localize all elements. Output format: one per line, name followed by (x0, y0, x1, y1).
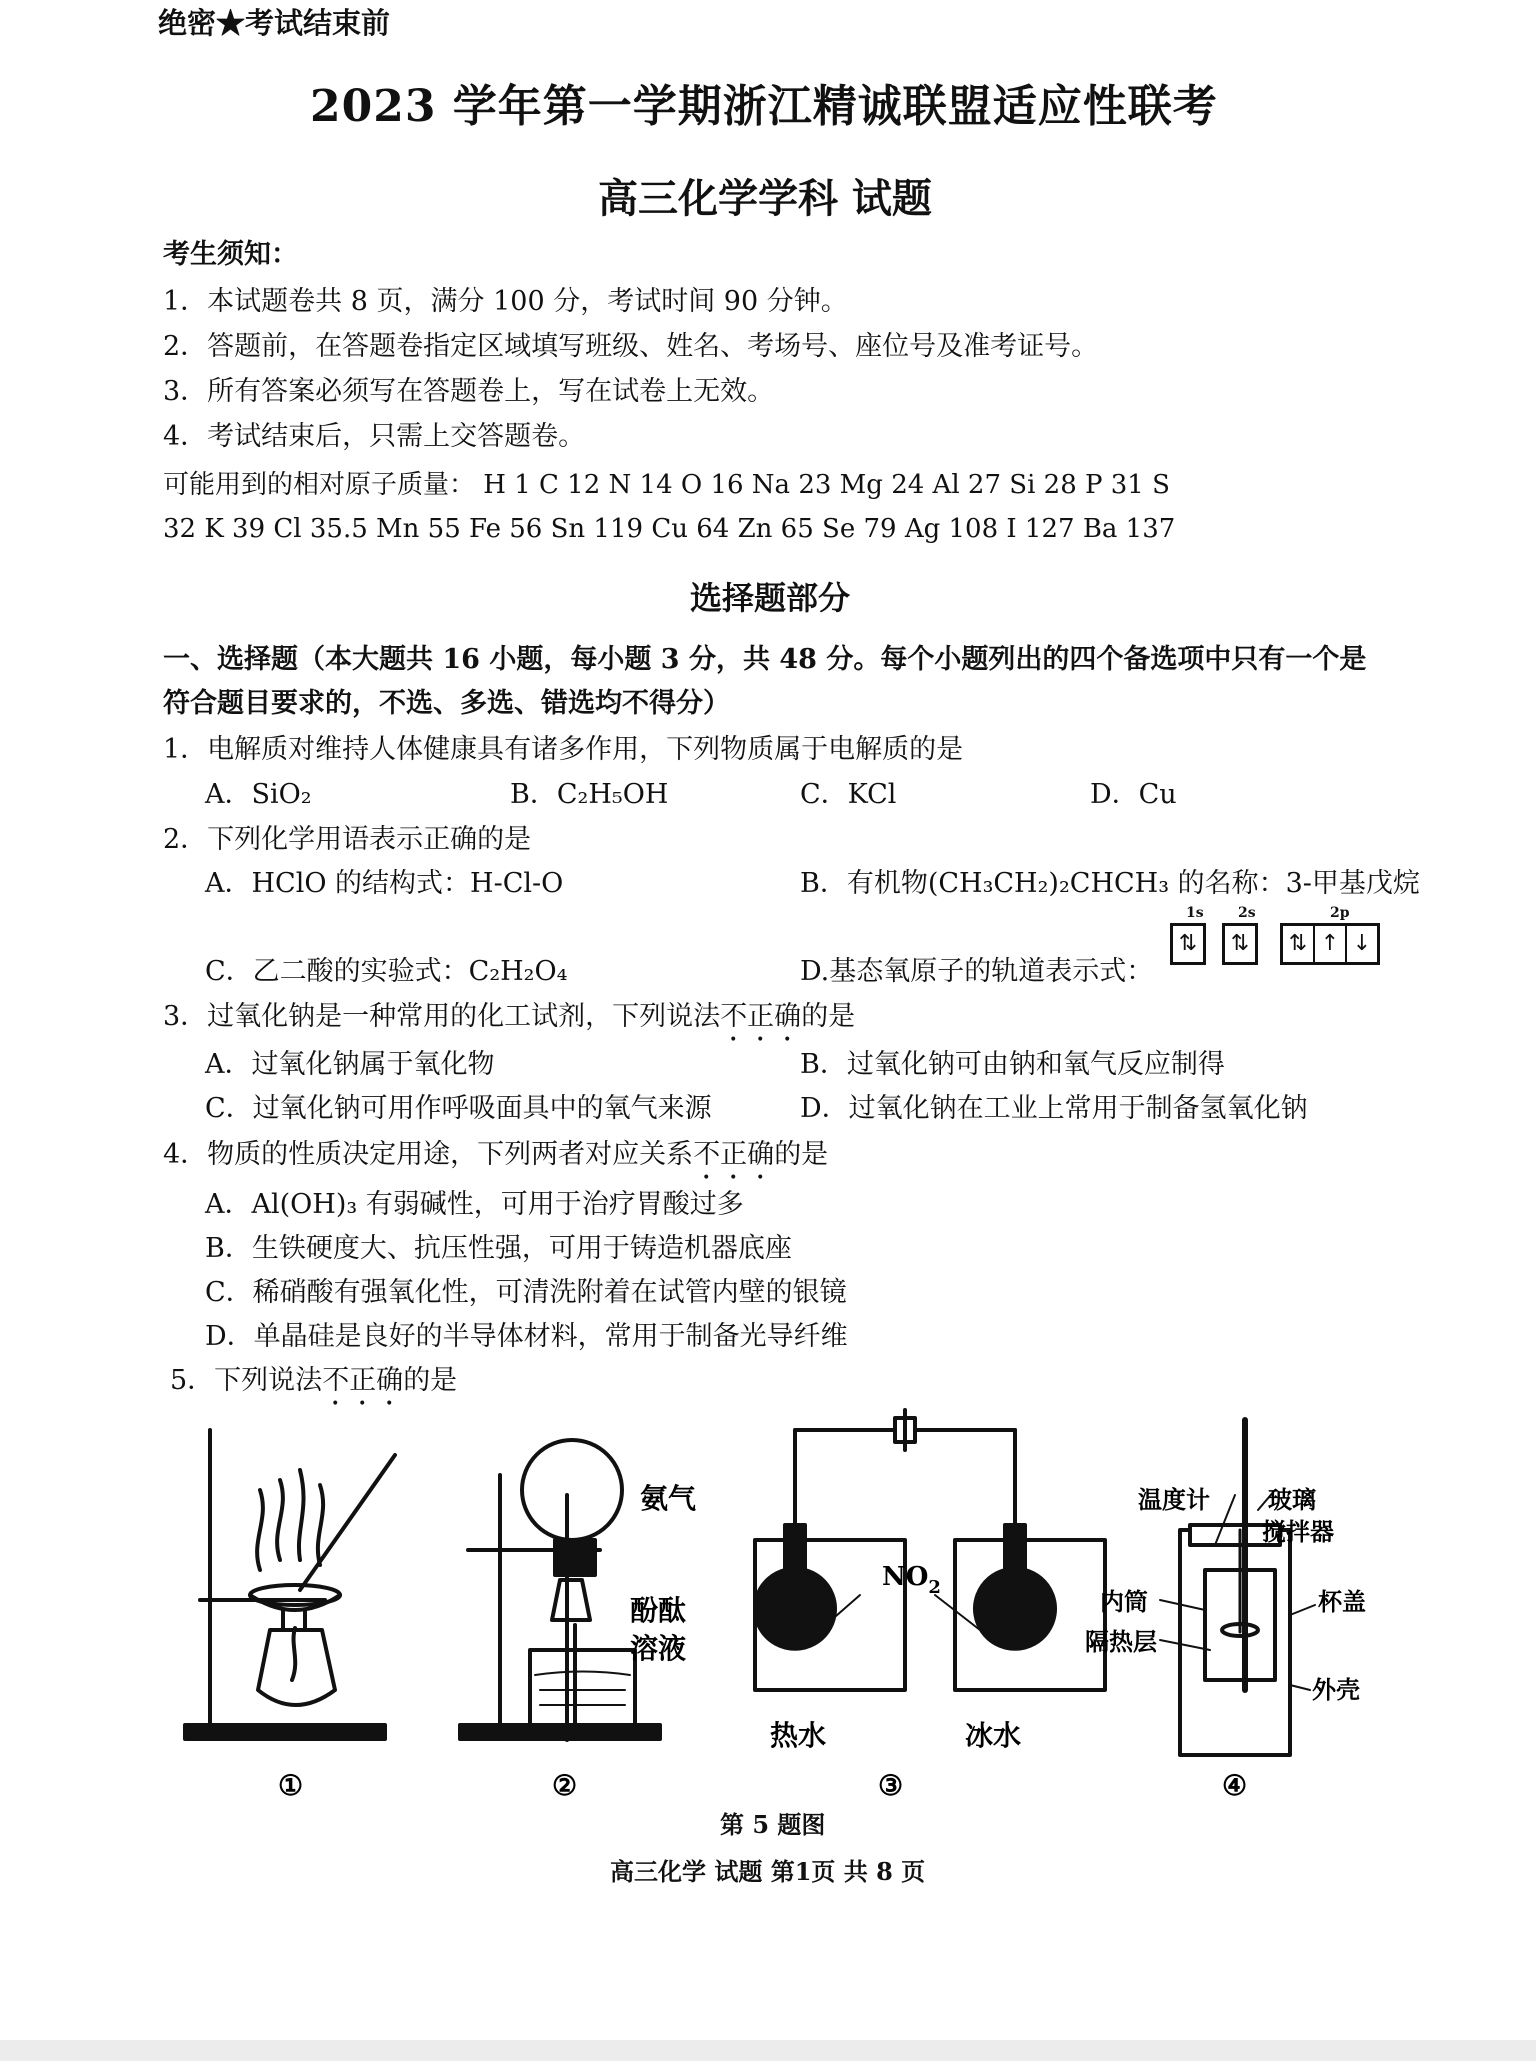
apparatus-fountain (460, 1440, 660, 1740)
label-glass: 玻璃 (1268, 1485, 1316, 1514)
question-stem (163, 1138, 828, 1186)
stem-text: 的是 (801, 1001, 856, 1032)
scan-edge (0, 2040, 1536, 2061)
orbital-label: 1s (1186, 905, 1204, 921)
figure-number: ④ (1222, 1769, 1248, 1800)
part-intro: 一、选择题（本大题共 16 小题，每小题 3 分，共 48 分。每个小题列出的四个备选项中只有一个是 (163, 644, 1367, 675)
question-stem (163, 1000, 855, 1048)
atomic-mass-line: 可能用到的相对原子质量： H 1 C 12 N 14 O 16 Na 23 Mg 24 Al 27 Si 28 P 31 S (163, 470, 1170, 500)
label-stirrer: 搅拌器 (1262, 1517, 1334, 1546)
label-lid: 杯盖 (1318, 1587, 1366, 1616)
option-a: A．过氧化钠属于氧化物 (205, 1049, 495, 1080)
label-solution: 溶液 (630, 1632, 687, 1665)
confidential-mark: 绝密★考试结束前 (158, 6, 391, 40)
notice-heading: 考生须知： (163, 239, 298, 270)
label-no2-subscript: 2 (928, 1577, 941, 1598)
question-stem: 2．下列化学用语表示正确的是 (163, 824, 532, 855)
option-b: B．有机物(CH₃CH₂)₂CHCH₃ 的名称：3-甲基戊烷 (800, 868, 1420, 899)
option-c: C．KCl (800, 779, 897, 810)
label-ice-water: 冰水 (965, 1719, 1022, 1752)
option-b: B．C₂H₅OH (510, 779, 669, 810)
label-shell: 外壳 (1312, 1675, 1360, 1704)
option-c: C．过氧化钠可用作呼吸面具中的氧气来源 (205, 1093, 712, 1124)
option-c: C．稀硝酸有强氧化性，可清洗附着在试管内壁的银镜 (205, 1277, 847, 1308)
atomic-mass-line: 32 K 39 Cl 35.5 Mn 55 Fe 56 Sn 119 Cu 64 Zn 65 Se 79 Ag 108 I 127 Ba 137 (163, 514, 1176, 544)
label-inner: 内筒 (1100, 1587, 1148, 1616)
stem-text: 的是 (403, 1365, 458, 1396)
notice-item: 3．所有答案必须写在答题卷上，写在试卷上无效。 (163, 376, 775, 407)
stem-emphasis: 不正确 (693, 1139, 775, 1170)
orbital-cell: ⇅ (1283, 926, 1315, 962)
orbital-cell: ↓ (1352, 931, 1372, 956)
figure-caption: 第 5 题图 (720, 1810, 826, 1839)
label-no2 (882, 1562, 941, 1598)
orbital-cell: ⇅ (1230, 931, 1250, 956)
apparatus-no2 (755, 1410, 1105, 1690)
option-d: D．过氧化钠在工业上常用于制备氢氧化钠 (800, 1093, 1308, 1124)
label-thermometer: 温度计 (1138, 1485, 1210, 1514)
stem-text: 3．过氧化钠是一种常用的化工试剂，下列说法 (163, 1001, 721, 1032)
orbital-cell: ↑ (1315, 926, 1347, 962)
figure-number: ② (552, 1769, 578, 1800)
notice-item: 2．答题前，在答题卷指定区域填写班级、姓名、考场号、座位号及准考证号。 (163, 331, 1099, 362)
option-d: D.基态氧原子的轨道表示式： (800, 956, 1154, 987)
label-hot-water: 热水 (770, 1719, 827, 1752)
option-b: B．过氧化钠可由钠和氧气反应制得 (800, 1049, 1225, 1080)
option-a: A．SiO₂ (205, 779, 312, 810)
part-intro: 符合题目要求的，不选、多选、错选均不得分） (163, 688, 730, 719)
notice-item: 1．本试题卷共 8 页，满分 100 分，考试时间 90 分钟。 (163, 286, 848, 317)
orbital-label: 2s (1238, 905, 1256, 921)
stem-emphasis: 不正确 (322, 1365, 404, 1396)
orbital-cell: ⇅ (1178, 931, 1198, 956)
apparatus-calorimeter (1160, 1420, 1315, 1755)
option-a: A．Al(OH)₃ 有弱碱性，可用于治疗胃酸过多 (205, 1189, 744, 1220)
option-b: B．生铁硬度大、抗压性强，可用于铸造机器底座 (205, 1233, 792, 1264)
figure-number: ① (278, 1769, 304, 1800)
question-stem: 1．电解质对维持人体健康具有诸多作用，下列物质属于电解质的是 (163, 734, 964, 765)
stem-text: 5．下列说法 (170, 1365, 323, 1396)
option-d: D．单晶硅是良好的半导体材料，常用于制备光导纤维 (205, 1321, 848, 1352)
label-phenolphthalein: 酚酞 (630, 1594, 687, 1627)
exam-title: 2023 学年第一学期浙江精诚联盟适应性联考 (310, 81, 1218, 132)
orbital-label: 2p (1330, 905, 1350, 921)
label-no2-main: NO (882, 1562, 929, 1592)
option-a: A．HClO 的结构式：H-Cl-O (205, 868, 564, 899)
orbital-box-2p (1280, 923, 1380, 965)
orbital-box-1s (1170, 923, 1206, 965)
orbital-diagram (1170, 905, 1410, 965)
apparatus-evaporation (185, 1430, 395, 1739)
option-d: D．Cu (1090, 779, 1177, 810)
notice-item: 4．考试结束后，只需上交答题卷。 (163, 421, 586, 452)
figure-number: ③ (878, 1769, 904, 1800)
stem-emphasis: 不正确 (720, 1001, 802, 1032)
experiment-figure (0, 1400, 1536, 1800)
section-title: 选择题部分 (690, 579, 851, 617)
exam-subtitle: 高三化学学科 试题 (598, 175, 932, 222)
page-footer: 高三化学 试题 第1页 共 8 页 (610, 1857, 926, 1886)
option-c: C．乙二酸的实验式：C₂H₂O₄ (205, 956, 568, 987)
orbital-box-2s (1222, 923, 1258, 965)
stem-text: 的是 (774, 1139, 829, 1170)
stem-text: 4．物质的性质决定用途，下列两者对应关系 (163, 1139, 694, 1170)
label-ammonia: 氨气 (640, 1482, 697, 1515)
label-insulation: 隔热层 (1085, 1627, 1157, 1656)
